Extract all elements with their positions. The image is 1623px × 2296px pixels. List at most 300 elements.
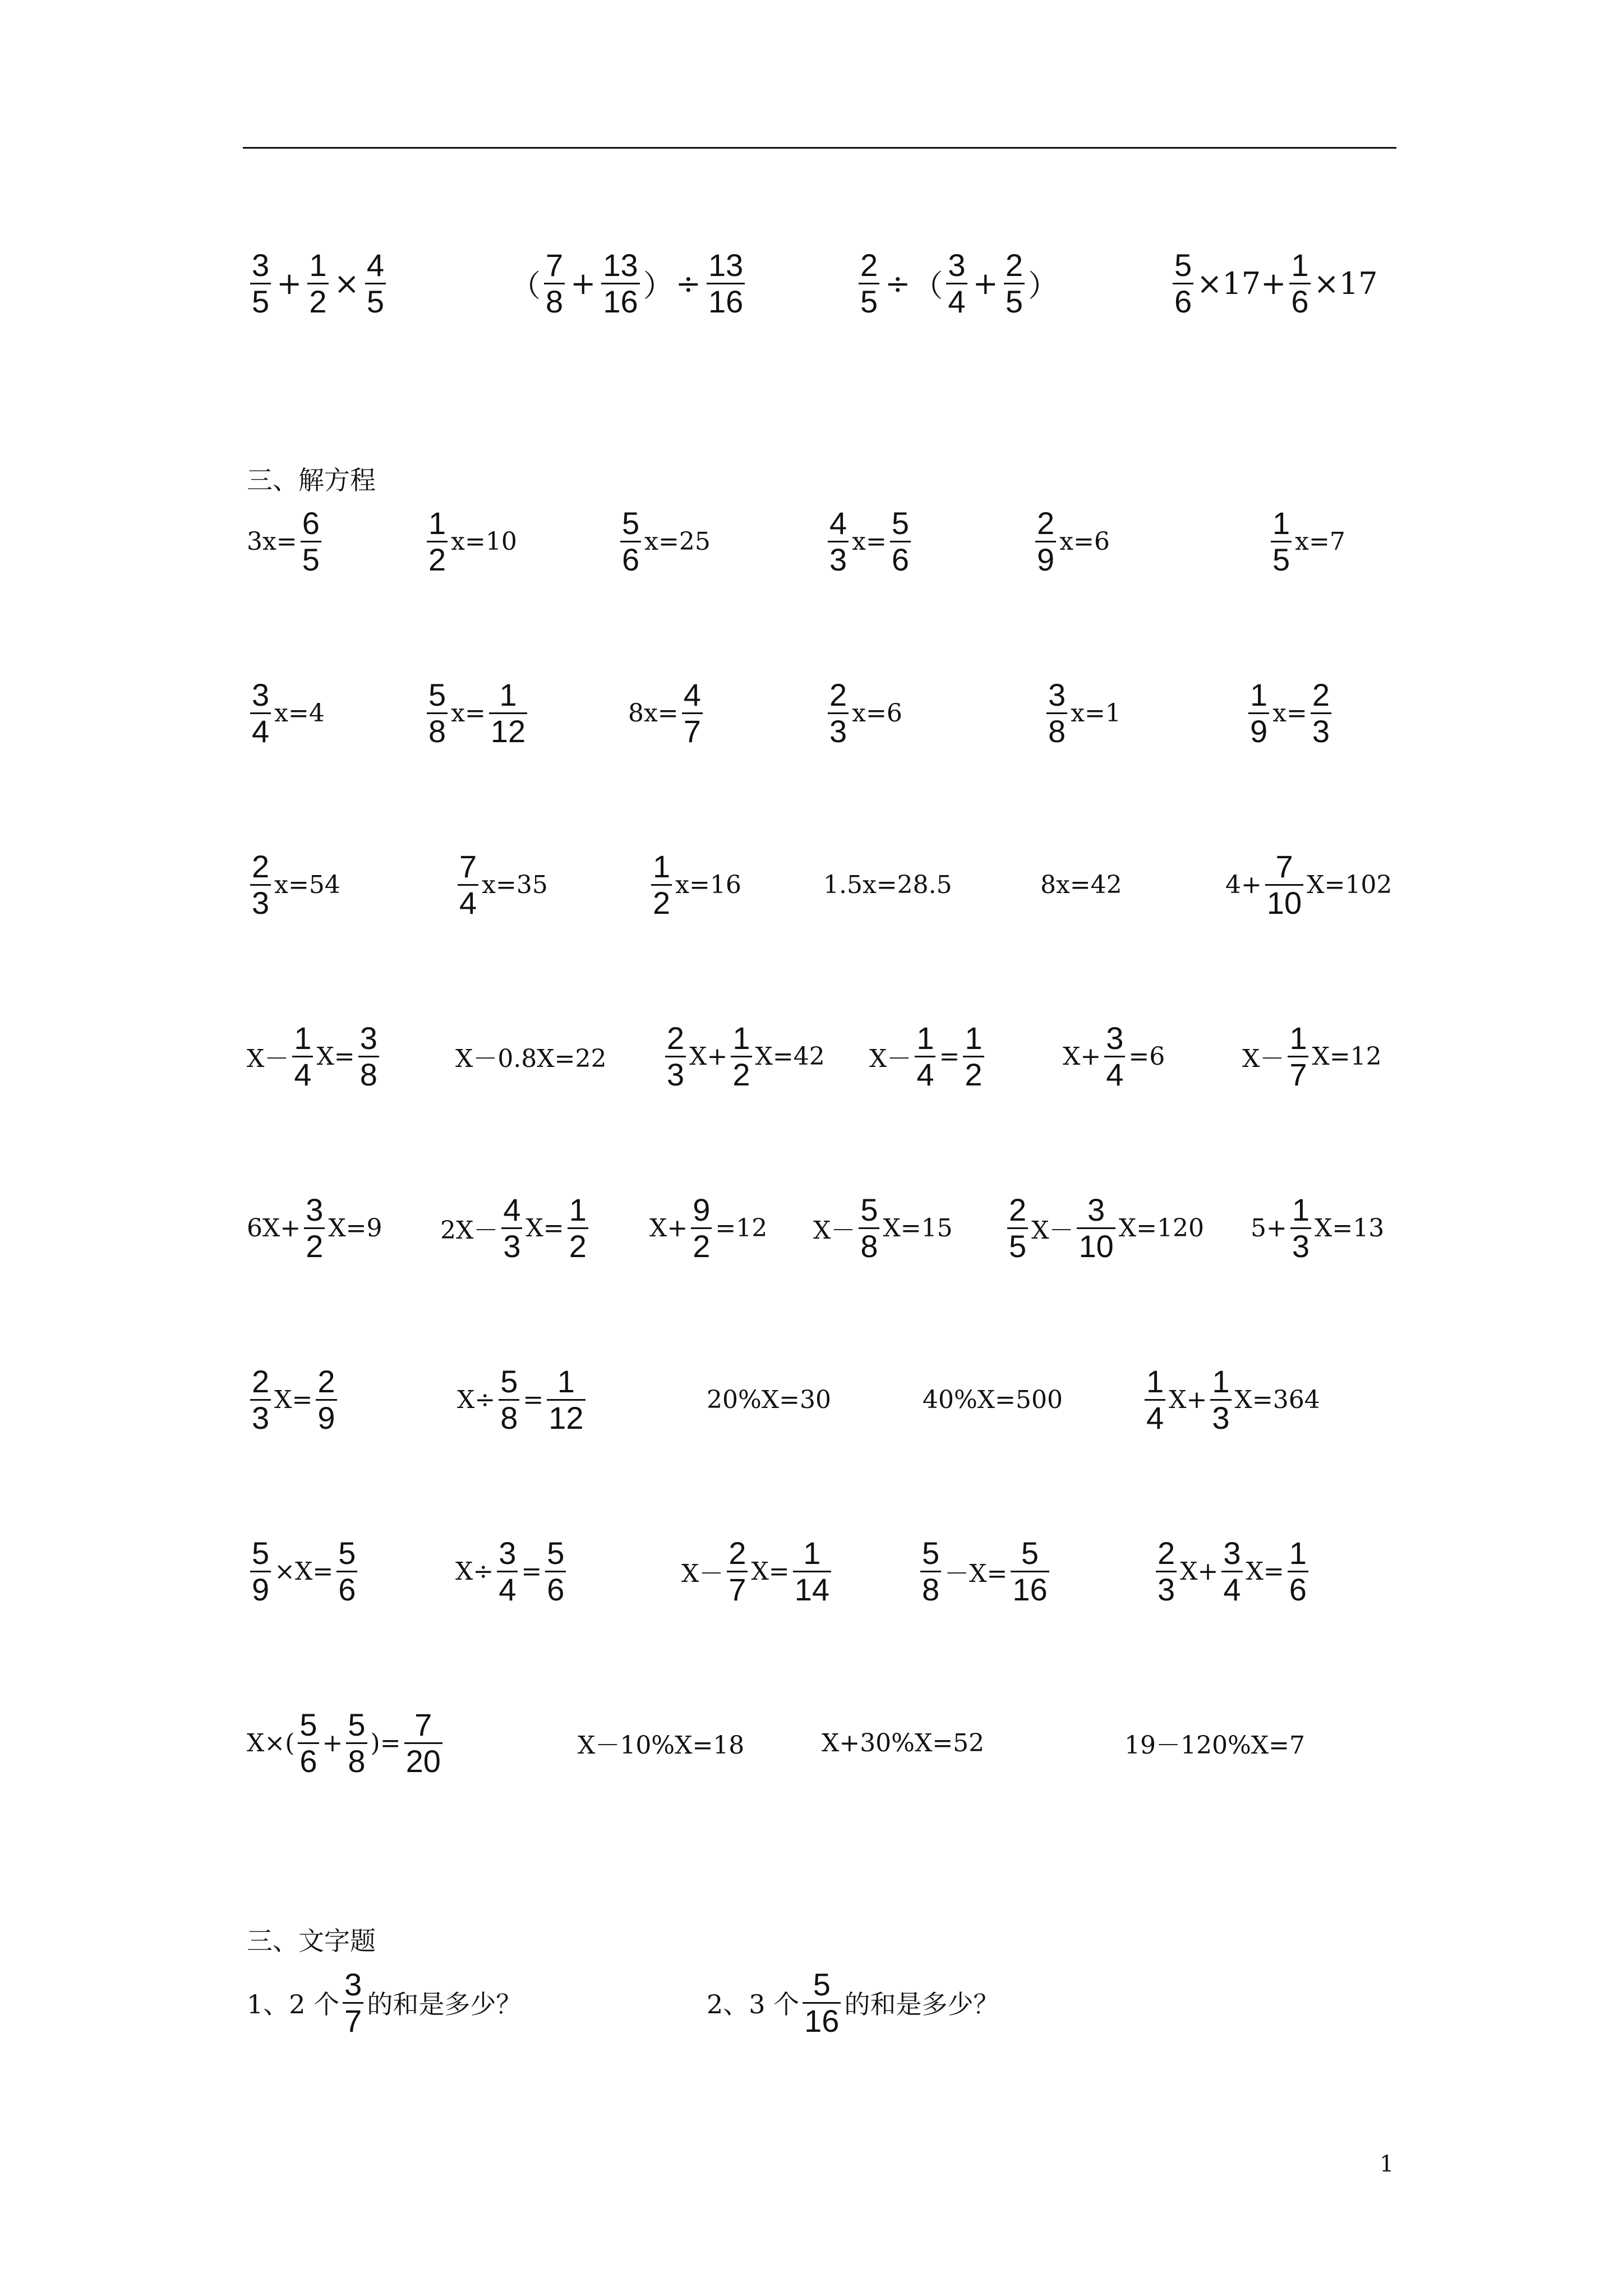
equation <box>1141 1358 1320 1442</box>
math-text: + <box>322 1728 343 1757</box>
numerator: 1 <box>1212 1363 1230 1399</box>
equation-row <box>0 843 1623 927</box>
math-text: ×X= <box>274 1557 334 1586</box>
math-text: 的和是多少？ <box>844 1989 999 2019</box>
fraction <box>1221 1536 1242 1607</box>
calc-row <box>0 241 1623 325</box>
math-text: x=6 <box>852 698 902 728</box>
fraction <box>316 1364 336 1435</box>
word-problem <box>707 1961 999 2045</box>
fraction <box>250 1536 271 1607</box>
numerator: 4 <box>366 247 384 283</box>
equation <box>1242 1014 1382 1098</box>
denominator: 10 <box>1266 885 1302 921</box>
math-text: x=54 <box>274 870 340 899</box>
denominator: 8 <box>500 1400 518 1435</box>
equation <box>423 499 517 583</box>
math-text: 3x= <box>247 527 297 556</box>
calc-expression <box>855 241 1058 325</box>
numerator: 1 <box>569 1191 587 1227</box>
equation <box>917 1529 1053 1613</box>
equation <box>824 499 914 583</box>
denominator: 5 <box>252 283 270 319</box>
math-text: X－10%X=18 <box>578 1731 745 1760</box>
math-text: 8x=42 <box>1040 870 1122 899</box>
denominator: 7 <box>1289 1056 1307 1092</box>
numerator: 2 <box>1158 1535 1175 1571</box>
numerator: 5 <box>1021 1535 1039 1571</box>
numerator: 3 <box>1106 1020 1124 1056</box>
numerator: 5 <box>500 1363 518 1399</box>
math-text: x= <box>852 527 887 556</box>
math-text: = <box>523 1385 544 1414</box>
numerator: 1 <box>499 677 517 712</box>
denominator: 14 <box>794 1571 829 1607</box>
fraction <box>803 1967 841 2039</box>
fraction <box>365 248 386 319</box>
fraction <box>307 248 328 319</box>
fraction <box>547 1364 585 1435</box>
equation <box>1152 1529 1312 1613</box>
fraction <box>298 1708 319 1779</box>
math-text: ） <box>1027 268 1058 303</box>
numerator: 3 <box>1048 677 1066 712</box>
denominator: 7 <box>728 1571 746 1607</box>
equation-row <box>0 1014 1623 1098</box>
math-text: X+ <box>689 1042 728 1071</box>
fraction <box>1290 1193 1311 1264</box>
fraction <box>828 506 849 577</box>
denominator: 6 <box>338 1571 356 1607</box>
denominator: 6 <box>1291 283 1309 319</box>
fraction <box>544 248 565 319</box>
equation-row <box>0 1186 1623 1270</box>
math-text: X= <box>316 1042 355 1071</box>
fraction <box>501 1193 522 1264</box>
equation <box>681 1529 834 1613</box>
equation <box>247 499 325 583</box>
numerator: 5 <box>299 1706 317 1742</box>
word-problem-row <box>0 1961 1623 2045</box>
denominator: 6 <box>1174 283 1192 319</box>
fraction <box>458 849 478 921</box>
fraction <box>568 1193 588 1264</box>
equation <box>247 1529 361 1613</box>
math-text: X=42 <box>755 1042 825 1071</box>
denominator: 8 <box>1048 713 1066 749</box>
denominator: 3 <box>252 885 270 921</box>
math-text: X= <box>525 1213 564 1243</box>
math-text: x=25 <box>644 527 711 556</box>
equation <box>578 1701 744 1785</box>
fraction <box>828 678 849 749</box>
denominator: 5 <box>860 283 878 319</box>
numerator: 7 <box>1275 848 1293 884</box>
math-text: =6 <box>1128 1042 1165 1071</box>
math-text: )= <box>370 1728 401 1757</box>
numerator: 2 <box>860 247 878 283</box>
operator: + <box>570 265 596 301</box>
fraction <box>499 1364 519 1435</box>
equation <box>1251 1186 1384 1270</box>
fraction <box>1104 1021 1125 1092</box>
math-text: 8x= <box>628 698 679 728</box>
fraction <box>793 1536 831 1607</box>
denominator: 2 <box>653 885 671 921</box>
equation <box>923 1358 1063 1442</box>
denominator: 8 <box>428 713 446 749</box>
denominator: 5 <box>366 283 384 319</box>
denominator: 3 <box>829 713 847 749</box>
math-text: X=120 <box>1118 1213 1204 1243</box>
equation <box>1043 671 1121 755</box>
denominator: 2 <box>693 1228 711 1264</box>
denominator: 3 <box>667 1056 685 1092</box>
math-text: X= <box>1246 1557 1284 1586</box>
equation <box>648 843 741 927</box>
fraction <box>1156 1536 1177 1607</box>
denominator: 9 <box>317 1400 335 1435</box>
math-text: =12 <box>715 1213 768 1243</box>
fraction <box>859 248 879 319</box>
fraction <box>620 506 641 577</box>
numerator: 3 <box>252 247 270 283</box>
numerator: 5 <box>622 505 640 541</box>
equation <box>1004 1186 1204 1270</box>
equation <box>247 1358 340 1442</box>
fraction <box>497 1536 518 1607</box>
math-text: X－ <box>247 1045 289 1073</box>
equation <box>247 1014 382 1098</box>
fraction <box>1248 678 1269 749</box>
numerator: 2 <box>1009 1191 1027 1227</box>
denominator: 3 <box>1292 1228 1310 1264</box>
math-text: 19－120%X=7 <box>1124 1731 1305 1760</box>
numerator: 2 <box>829 677 847 712</box>
numerator: 2 <box>1037 505 1055 541</box>
numerator: 6 <box>302 505 320 541</box>
math-text: X+ <box>1169 1385 1207 1414</box>
math-text: 2X－ <box>440 1216 499 1245</box>
math-text: 40%X=500 <box>923 1385 1063 1414</box>
equation <box>440 1186 592 1270</box>
fraction <box>489 678 527 749</box>
fraction <box>1077 1193 1115 1264</box>
numerator: 5 <box>252 1535 270 1571</box>
fraction <box>427 678 448 749</box>
denominator: 16 <box>1012 1571 1048 1607</box>
math-text: x=10 <box>451 527 517 556</box>
math-text: 的和是多少？ <box>367 1989 522 2019</box>
fraction <box>691 1193 712 1264</box>
math-text: X=102 <box>1307 870 1393 899</box>
denominator: 4 <box>499 1571 517 1607</box>
math-text: X=15 <box>883 1213 953 1243</box>
numerator: 2 <box>1312 677 1330 712</box>
numerator: 2 <box>317 1363 335 1399</box>
numerator: 4 <box>503 1191 521 1227</box>
math-text: x=35 <box>482 870 548 899</box>
fraction <box>915 1021 935 1092</box>
numerator: 1 <box>732 1020 750 1056</box>
equation <box>649 1186 767 1270</box>
numerator: 2 <box>1005 247 1023 283</box>
denominator: 8 <box>546 283 564 319</box>
fraction <box>358 1021 379 1092</box>
denominator: 2 <box>732 1056 750 1092</box>
fraction <box>651 849 672 921</box>
denominator: 2 <box>306 1228 324 1264</box>
denominator: 20 <box>405 1743 441 1779</box>
math-text: X+ <box>649 1213 688 1243</box>
equation <box>662 1014 825 1098</box>
fraction <box>731 1021 751 1092</box>
equation <box>628 671 706 755</box>
numerator: 2 <box>252 848 270 884</box>
equation <box>813 1186 953 1270</box>
fraction <box>292 1021 313 1092</box>
equation <box>822 1701 984 1785</box>
math-text: X=12 <box>1312 1042 1382 1071</box>
fraction <box>682 678 703 749</box>
denominator: 6 <box>547 1571 565 1607</box>
denominator: 4 <box>1223 1571 1241 1607</box>
denominator: 5 <box>1005 283 1023 319</box>
equation-row <box>0 1529 1623 1613</box>
numerator: 4 <box>683 677 701 712</box>
math-text: x=1 <box>1071 698 1121 728</box>
fraction <box>1145 1364 1165 1435</box>
equation <box>824 671 902 755</box>
numerator: 2 <box>728 1535 746 1571</box>
denominator: 3 <box>252 1400 270 1435</box>
numerator: 1 <box>1250 677 1268 712</box>
math-text: 2、3 个 <box>707 1989 800 2019</box>
denominator: 3 <box>1312 713 1330 749</box>
equation-row <box>0 1358 1623 1442</box>
numerator: 3 <box>948 247 966 283</box>
fraction <box>601 248 639 319</box>
math-text: －X= <box>944 1559 1008 1588</box>
math-text: X=13 <box>1315 1213 1385 1243</box>
denominator: 6 <box>891 541 909 577</box>
numerator: 1 <box>1272 505 1290 541</box>
denominator: 9 <box>1037 541 1055 577</box>
numerator: 3 <box>306 1191 324 1227</box>
equation <box>454 843 548 927</box>
fraction <box>343 1967 363 2039</box>
denominator: 4 <box>294 1056 312 1092</box>
numerator: 2 <box>252 1363 270 1399</box>
fraction <box>1289 248 1310 319</box>
denominator: 4 <box>1146 1400 1164 1435</box>
fraction <box>1210 1364 1231 1435</box>
equation <box>457 1358 589 1442</box>
denominator: 3 <box>1212 1400 1230 1435</box>
equation <box>455 1014 606 1098</box>
numerator: 4 <box>829 505 847 541</box>
equation <box>1032 499 1110 583</box>
denominator: 10 <box>1078 1228 1114 1264</box>
fraction <box>707 248 745 319</box>
numerator: 1 <box>309 247 327 283</box>
denominator: 2 <box>569 1228 587 1264</box>
math-text: X－ <box>813 1216 856 1245</box>
numerator: 3 <box>252 677 270 712</box>
denominator: 3 <box>1158 1571 1175 1607</box>
denominator: 4 <box>916 1056 934 1092</box>
equation <box>1063 1014 1165 1098</box>
denominator: 8 <box>359 1056 377 1092</box>
math-text: ×17+ <box>1197 265 1287 301</box>
math-text: x=16 <box>675 870 741 899</box>
numerator: 3 <box>1087 1191 1105 1227</box>
denominator: 4 <box>948 283 966 319</box>
denominator: 4 <box>459 885 477 921</box>
fraction <box>665 1021 686 1092</box>
denominator: 9 <box>1250 713 1268 749</box>
math-text: x=4 <box>274 698 325 728</box>
numerator: 1 <box>1291 247 1309 283</box>
numerator: 13 <box>603 247 638 283</box>
equation <box>1040 843 1122 927</box>
math-text: 5+ <box>1251 1213 1287 1243</box>
fraction <box>920 1536 941 1607</box>
fraction <box>304 1193 325 1264</box>
math-text: X－ <box>681 1559 724 1588</box>
fraction <box>1007 1193 1028 1264</box>
denominator: 4 <box>1106 1056 1124 1092</box>
fraction <box>1011 1536 1049 1607</box>
denominator: 12 <box>490 713 526 749</box>
numerator: 1 <box>916 1020 934 1056</box>
header-rule <box>243 147 1396 149</box>
denominator: 2 <box>309 283 327 319</box>
numerator: 5 <box>1174 247 1192 283</box>
denominator: 7 <box>344 2003 362 2039</box>
math-text: X－ <box>1242 1045 1285 1073</box>
operator: ÷ <box>885 265 911 301</box>
equation <box>707 1358 831 1442</box>
equation-row <box>0 1701 1623 1785</box>
denominator: 5 <box>302 541 320 577</box>
numerator: 1 <box>1289 1020 1307 1056</box>
denominator: 6 <box>1289 1571 1307 1607</box>
fraction <box>1288 1536 1308 1607</box>
fraction <box>890 506 911 577</box>
fraction <box>1035 506 1056 577</box>
fraction <box>250 678 271 749</box>
fraction <box>727 1536 748 1607</box>
numerator: 1 <box>653 848 671 884</box>
math-text: ） <box>643 268 674 303</box>
math-text: X= <box>751 1557 790 1586</box>
numerator: 5 <box>922 1535 940 1571</box>
numerator: 2 <box>667 1020 685 1056</box>
calc-expression <box>510 241 748 325</box>
equation <box>823 843 952 927</box>
fraction <box>250 849 271 921</box>
denominator: 8 <box>860 1228 878 1264</box>
numerator: 3 <box>499 1535 517 1571</box>
fraction <box>250 248 271 319</box>
numerator: 5 <box>348 1706 366 1742</box>
section-heading-word-problems: 三、文字题 <box>247 1926 376 1956</box>
math-text: X=9 <box>328 1213 382 1243</box>
fraction <box>250 1364 271 1435</box>
numerator: 5 <box>547 1535 565 1571</box>
math-text: X=364 <box>1234 1385 1320 1414</box>
numerator: 5 <box>860 1191 878 1227</box>
math-text: X－ <box>1031 1216 1074 1245</box>
math-text: （ <box>912 268 943 303</box>
fraction <box>301 506 321 577</box>
equation <box>1124 1701 1305 1785</box>
math-text: X÷ <box>457 1385 496 1414</box>
fraction <box>545 1536 566 1607</box>
equation <box>247 1701 446 1785</box>
operator: × <box>334 265 359 301</box>
fraction <box>1288 1021 1308 1092</box>
math-text: x= <box>1272 698 1307 728</box>
math-text: X= <box>274 1385 313 1414</box>
math-text: 1、2 个 <box>247 1989 340 2019</box>
numerator: 1 <box>1292 1191 1310 1227</box>
numerator: 7 <box>414 1706 432 1742</box>
equation <box>455 1529 569 1613</box>
math-text: 4+ <box>1225 870 1262 899</box>
math-text: ×17 <box>1313 265 1378 301</box>
denominator: 6 <box>622 541 640 577</box>
page-number: 1 <box>1380 2151 1394 2177</box>
denominator: 9 <box>252 1571 270 1607</box>
numerator: 1 <box>1146 1363 1164 1399</box>
equation <box>247 671 325 755</box>
numerator: 3 <box>344 1966 362 2002</box>
numerator: 3 <box>1223 1535 1241 1571</box>
equation-row <box>0 499 1623 583</box>
math-text: （ <box>510 268 541 303</box>
math-text: 20%X=30 <box>707 1385 831 1414</box>
equation <box>1245 671 1335 755</box>
math-text: X－ <box>869 1045 912 1073</box>
math-text: 6X+ <box>247 1213 301 1243</box>
numerator: 9 <box>693 1191 711 1227</box>
numerator: 5 <box>813 1966 831 2002</box>
fraction <box>1271 506 1292 577</box>
equation <box>869 1014 988 1098</box>
math-text: X+30%X=52 <box>822 1728 985 1757</box>
math-text: X÷ <box>455 1557 494 1586</box>
denominator: 4 <box>252 713 270 749</box>
equation <box>1267 499 1345 583</box>
numerator: 13 <box>708 247 744 283</box>
equation-row <box>0 671 1623 755</box>
numerator: 5 <box>891 505 909 541</box>
fraction <box>336 1536 357 1607</box>
numerator: 7 <box>459 848 477 884</box>
fraction <box>859 1193 879 1264</box>
denominator: 2 <box>428 541 446 577</box>
operator: + <box>972 265 998 301</box>
fraction <box>1173 248 1193 319</box>
numerator: 5 <box>338 1535 356 1571</box>
fraction <box>963 1021 984 1092</box>
calc-expression <box>247 241 389 325</box>
numerator: 1 <box>557 1363 575 1399</box>
equation <box>1225 843 1392 927</box>
fraction <box>346 1708 367 1779</box>
